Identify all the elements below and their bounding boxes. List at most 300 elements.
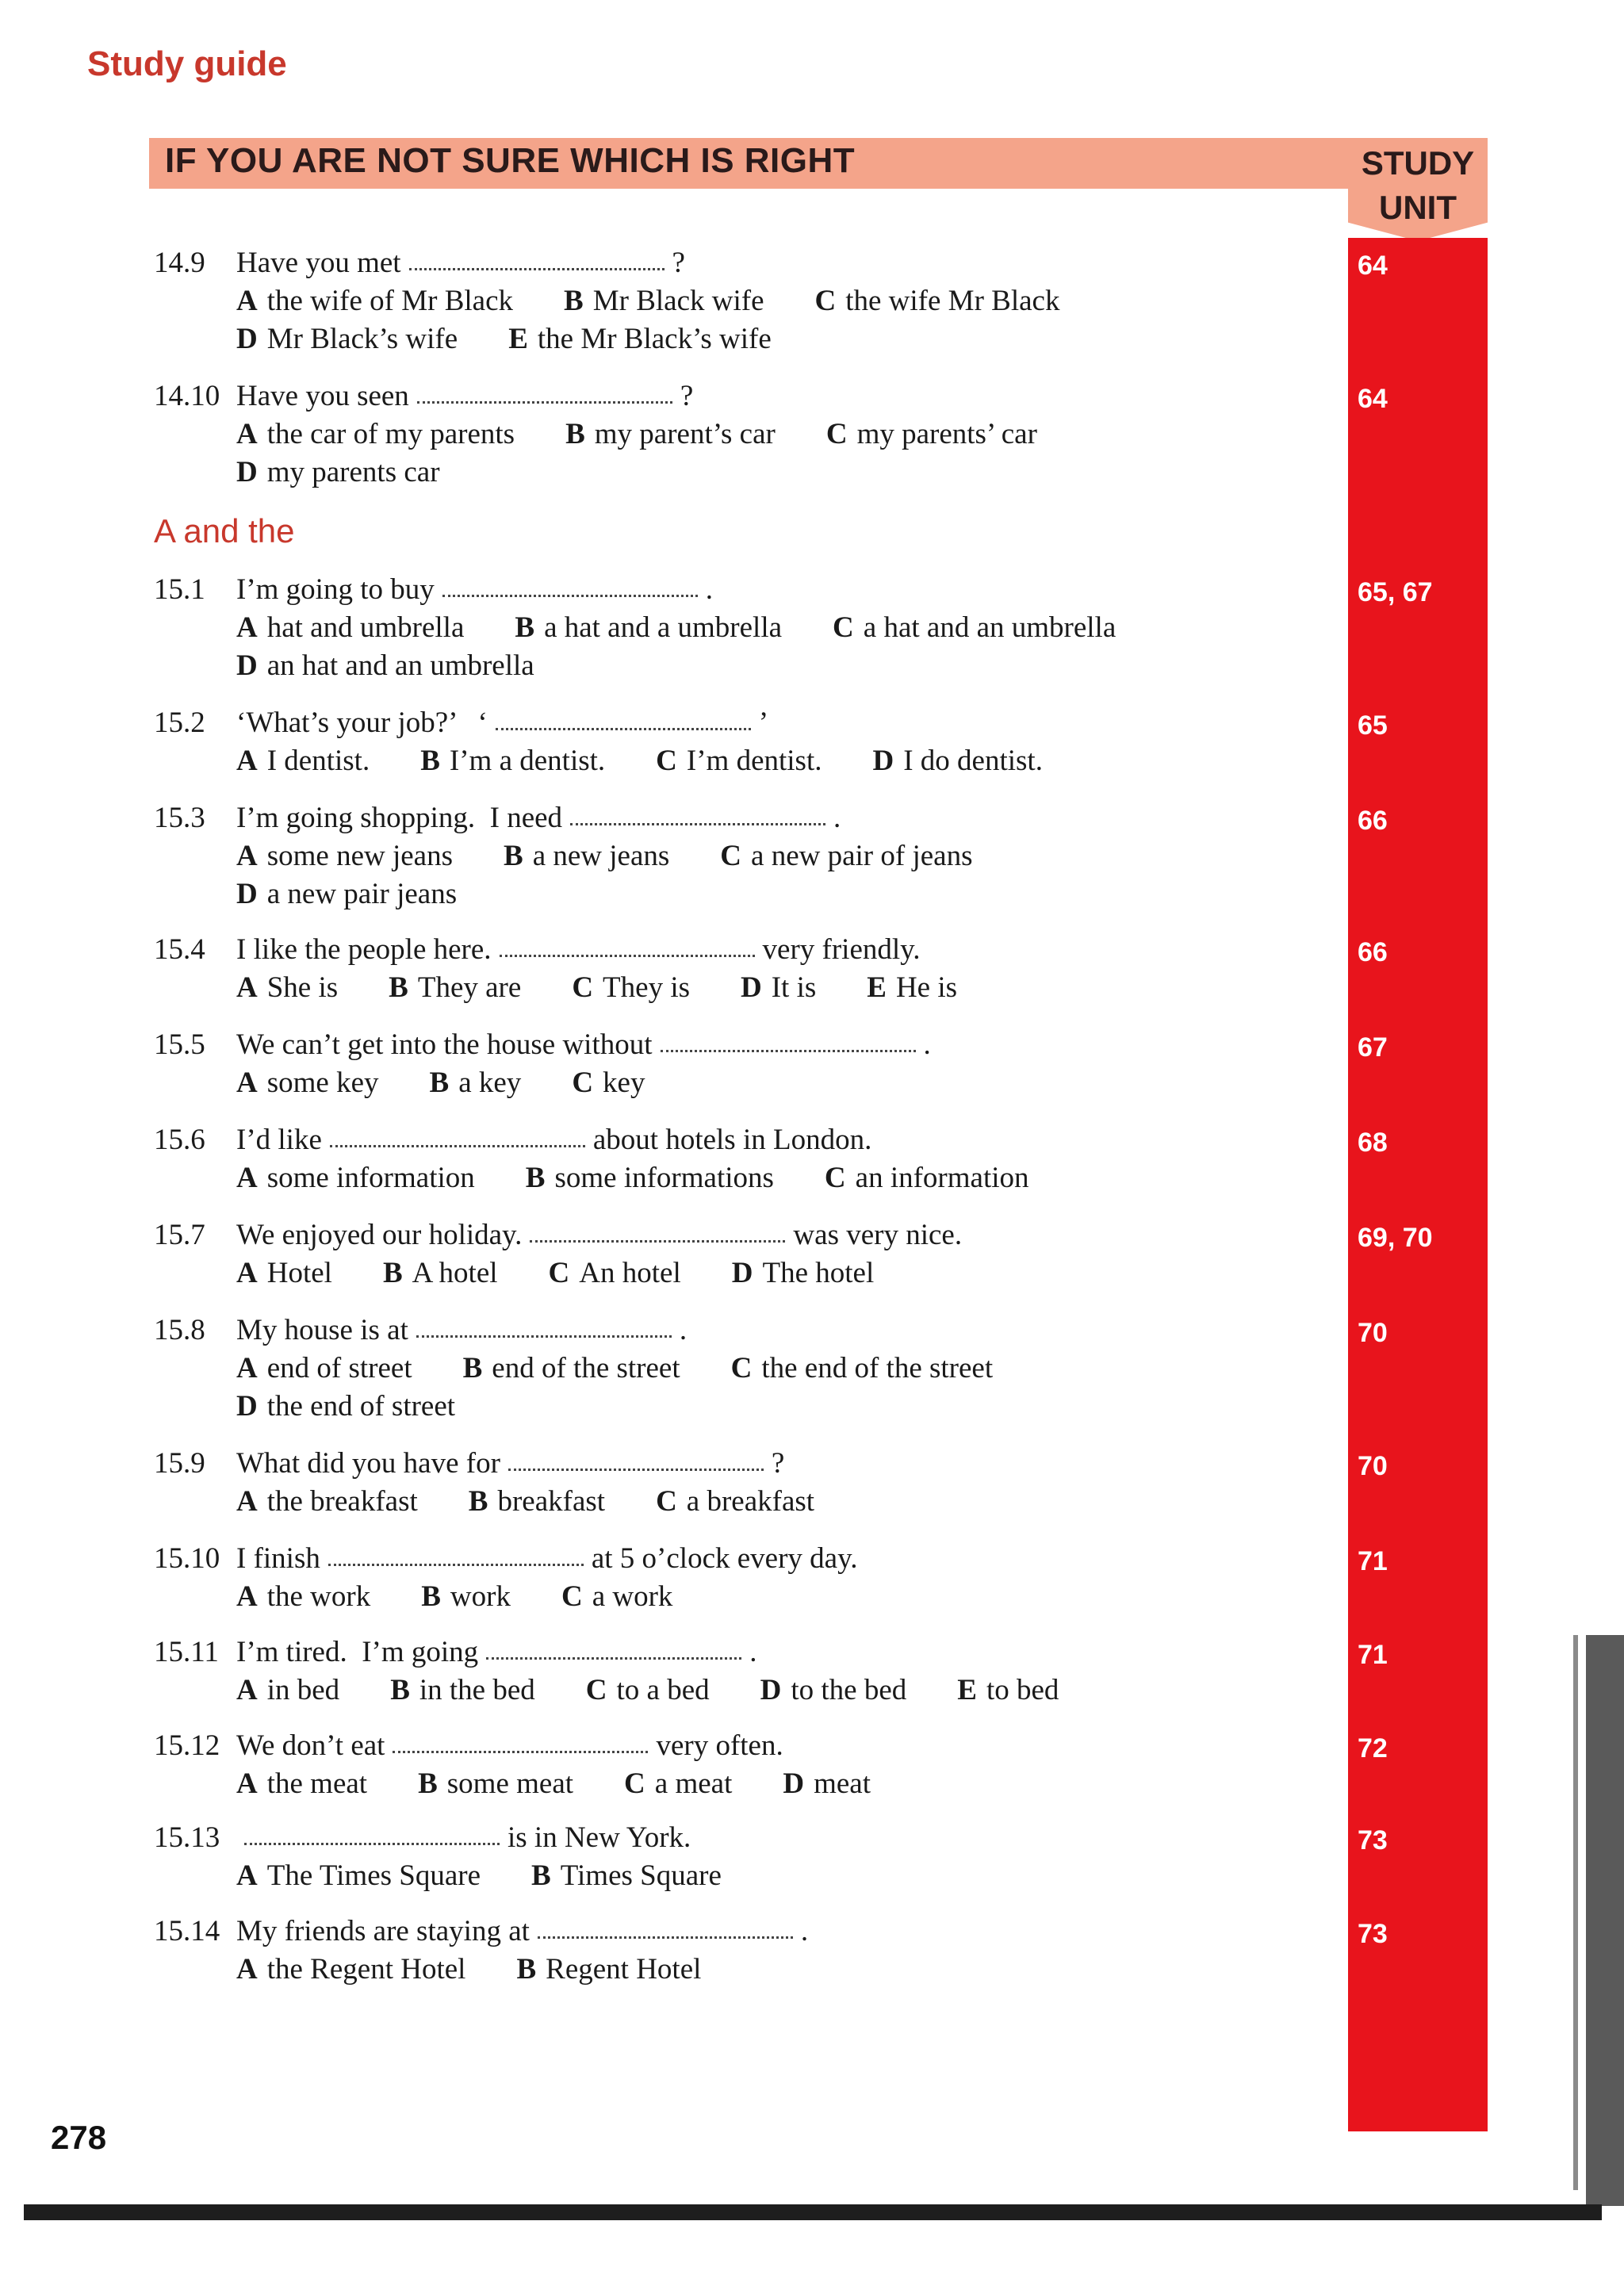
question-text (236, 1821, 691, 1855)
option-letter: B (565, 418, 585, 450)
option-letter: A (236, 418, 258, 450)
options-row (236, 322, 822, 356)
answer-option (236, 455, 440, 489)
option-text: key (603, 1066, 645, 1099)
question-text (236, 379, 693, 413)
option-letter: C (730, 1352, 753, 1384)
option-text: the work (266, 1580, 371, 1613)
answer-option (421, 1580, 511, 1614)
options-row (236, 1161, 1080, 1195)
option-text: to the bed (791, 1674, 907, 1706)
question-number: 15.2 (154, 707, 205, 739)
answer-option (236, 1256, 332, 1290)
option-text: the car of my parents (266, 418, 515, 450)
option-letter: C (720, 840, 742, 872)
option-text: the meat (266, 1767, 368, 1800)
options-row (236, 1673, 1109, 1707)
option-letter: C (824, 1162, 846, 1194)
answer-blank (570, 820, 825, 825)
answer-option (236, 1859, 481, 1893)
option-text: hat and umbrella (266, 611, 465, 644)
answer-option (572, 971, 690, 1005)
option-text: The hotel (762, 1257, 875, 1289)
question-text-before: What did you have for (236, 1447, 500, 1480)
answer-option (957, 1673, 1059, 1707)
option-text: work (450, 1580, 511, 1613)
answer-option (418, 1767, 573, 1801)
study-unit-ref: 66 (1358, 937, 1388, 967)
answer-option (873, 744, 1043, 778)
option-letter: B (515, 611, 535, 644)
option-letter: D (236, 878, 258, 910)
answer-option (236, 1580, 370, 1614)
answer-option (463, 1351, 680, 1385)
option-text: the wife Mr Black (845, 285, 1060, 317)
answer-option (236, 322, 458, 356)
question-text-before: We enjoyed our holiday. (236, 1219, 523, 1251)
option-letter: B (420, 745, 440, 777)
option-letter: E (867, 971, 887, 1004)
question-number: 15.9 (154, 1447, 205, 1480)
answer-option (236, 744, 370, 778)
option-text: my parents’ car (856, 418, 1037, 450)
question-text-before: We don’t eat (236, 1729, 385, 1762)
option-text: the breakfast (266, 1485, 418, 1518)
page-number: 278 (51, 2119, 107, 2156)
question-text-after: ’ (758, 707, 769, 739)
study-unit-ref: 71 (1358, 1546, 1388, 1576)
option-text: a hat and an umbrella (863, 611, 1116, 644)
answer-blank (409, 265, 665, 270)
options-row (236, 284, 1110, 318)
question-number: 15.3 (154, 802, 205, 834)
option-letter: A (236, 1674, 258, 1706)
bottom-rule (24, 2204, 1602, 2220)
answer-option (731, 1351, 994, 1385)
option-text: to a bed (616, 1674, 710, 1706)
option-letter: C (624, 1767, 645, 1800)
question-text-after: at 5 o’clock every day. (591, 1542, 858, 1575)
option-text: Mr Black’s wife (266, 323, 458, 355)
question-text (236, 246, 685, 280)
option-letter: A (236, 971, 258, 1004)
options-row (236, 1389, 506, 1423)
study-unit-ref: 69, 70 (1358, 1223, 1433, 1253)
answer-option (236, 1351, 412, 1385)
option-text: some key (266, 1066, 379, 1099)
options-row (236, 839, 1023, 873)
study-unit-title: STUDY UNIT (1361, 144, 1475, 226)
option-letter: C (585, 1674, 607, 1706)
option-text: I’m dentist. (686, 745, 822, 777)
answer-blank (496, 725, 751, 730)
answer-blank (393, 1748, 648, 1753)
answer-option (565, 417, 776, 451)
study-unit-ref: 64 (1358, 384, 1388, 414)
option-text: my parents car (266, 456, 440, 488)
option-text: I do dentist. (903, 745, 1043, 777)
option-letter: D (236, 323, 258, 355)
question-text-before: My house is at (236, 1314, 408, 1346)
page-edge-shadow-thin (1573, 1635, 1578, 2190)
answer-option (624, 1767, 732, 1801)
answer-option (586, 1673, 710, 1707)
answer-option (656, 1484, 814, 1518)
options-row (236, 649, 585, 683)
option-text: They are (417, 971, 522, 1004)
answer-blank (442, 592, 698, 597)
answer-option (572, 1066, 645, 1100)
option-text: a work (592, 1580, 673, 1613)
study-unit-ref: 70 (1358, 1318, 1388, 1348)
answer-blank (500, 952, 755, 957)
option-letter: C (656, 1485, 677, 1518)
answer-option (720, 839, 972, 873)
option-text: an hat and an umbrella (266, 649, 534, 682)
question-text (236, 1635, 756, 1669)
option-text: Hotel (266, 1257, 332, 1289)
option-text: Times Square (560, 1859, 722, 1892)
question-text (236, 801, 841, 835)
question-text-after: very often. (656, 1729, 783, 1762)
option-text: An hotel (579, 1257, 681, 1289)
question-text (236, 1914, 808, 1948)
option-text: The Times Square (266, 1859, 481, 1892)
option-text: Mr Black wife (592, 285, 764, 317)
options-row (236, 1859, 772, 1893)
study-unit-ref: 73 (1358, 1919, 1388, 1949)
question-text-after: was very nice. (793, 1219, 963, 1251)
answer-blank (416, 1332, 672, 1338)
question-number: 15.12 (154, 1729, 220, 1762)
page-edge-shadow (1586, 1635, 1624, 2206)
question-text-after: ? (680, 380, 694, 412)
option-text: end of the street (492, 1352, 680, 1384)
answer-option (236, 649, 534, 683)
question-text-before: I like the people here. (236, 933, 492, 966)
question-text-after: . (679, 1314, 688, 1346)
answer-option (430, 1066, 522, 1100)
option-letter: E (508, 323, 528, 355)
question-text (236, 932, 921, 967)
option-letter: B (418, 1767, 438, 1800)
answer-option (504, 839, 669, 873)
option-letter: A (236, 1859, 258, 1892)
option-text: some information (266, 1162, 475, 1194)
option-letter: B (382, 1257, 403, 1289)
question-text-before: I finish (236, 1542, 320, 1575)
option-letter: B (421, 1580, 441, 1613)
question-number: 15.11 (154, 1636, 219, 1668)
answer-option (741, 971, 816, 1005)
question-number: 14.10 (154, 380, 220, 412)
option-letter: C (548, 1257, 570, 1289)
study-unit-ref: 67 (1358, 1032, 1388, 1063)
answer-blank (530, 1237, 785, 1243)
option-text: a new jeans (532, 840, 670, 872)
options-row (236, 1767, 921, 1801)
answer-option (783, 1767, 871, 1801)
option-letter: A (236, 1352, 258, 1384)
answer-option (236, 417, 515, 451)
option-text: my parent’s car (594, 418, 776, 450)
header-label: Study guide (87, 44, 287, 83)
question-text (236, 572, 713, 607)
answer-blank (486, 1654, 741, 1660)
answer-option (236, 839, 453, 873)
answer-option (236, 1066, 379, 1100)
option-text: They is (603, 971, 690, 1004)
answer-option (236, 1673, 339, 1707)
question-number: 14.9 (154, 247, 205, 279)
answer-option (564, 284, 764, 318)
option-letter: A (236, 1767, 258, 1800)
options-row (236, 1952, 752, 1986)
option-letter: C (833, 611, 854, 644)
question-text-after: is in New York. (508, 1821, 691, 1854)
question-number: 15.6 (154, 1124, 205, 1156)
option-text: some meat (446, 1767, 574, 1800)
answer-option (656, 744, 822, 778)
option-letter: A (236, 1257, 258, 1289)
question-text-after: . (833, 802, 841, 834)
option-text: the end of the street (761, 1352, 994, 1384)
answer-option (561, 1580, 672, 1614)
study-unit-ref: 68 (1358, 1128, 1388, 1158)
study-unit-ref: 72 (1358, 1733, 1388, 1763)
option-text: the wife of Mr Black (266, 285, 514, 317)
section-heading: A and the (154, 512, 295, 550)
answer-option (389, 971, 521, 1005)
answer-blank (538, 1933, 793, 1939)
question-number: 15.8 (154, 1314, 205, 1346)
option-letter: B (429, 1066, 450, 1099)
question-number: 15.1 (154, 573, 205, 606)
question-text-before: ‘What’s your job?’ ‘ (236, 707, 488, 739)
options-row (236, 417, 1088, 451)
option-text: Regent Hotel (546, 1953, 702, 1986)
question-text-before: I’m going to buy (236, 573, 435, 606)
options-row (236, 744, 1094, 778)
answer-option (236, 877, 457, 911)
answer-option (236, 1161, 475, 1195)
answer-option (390, 1673, 535, 1707)
option-letter: A (236, 840, 258, 872)
answer-option (826, 417, 1037, 451)
answer-blank (244, 1840, 500, 1845)
answer-option (825, 1161, 1029, 1195)
option-letter: A (236, 745, 258, 777)
question-text-before: My friends are staying at (236, 1915, 530, 1947)
options-row (236, 1580, 723, 1614)
option-text: a key (458, 1066, 522, 1099)
option-letter: D (760, 1674, 782, 1706)
option-text: She is (266, 971, 339, 1004)
option-letter: D (731, 1257, 753, 1289)
options-row (236, 971, 1008, 1005)
question-text (236, 1313, 687, 1347)
answer-option (732, 1256, 875, 1290)
question-text (236, 1218, 962, 1252)
question-number: 15.7 (154, 1219, 205, 1251)
option-text: I’m a dentist. (449, 745, 606, 777)
answer-option (516, 1952, 701, 1986)
options-row (236, 611, 1166, 645)
option-text: in the bed (419, 1674, 535, 1706)
question-text-before: I’d like (236, 1124, 322, 1156)
question-text-before: We can’t get into the house without (236, 1028, 653, 1061)
option-letter: C (656, 745, 677, 777)
option-text: in bed (266, 1674, 340, 1706)
question-text-after: about hotels in London. (592, 1124, 872, 1156)
option-text: a new pair of jeans (751, 840, 973, 872)
option-text: the Mr Black’s wife (537, 323, 772, 355)
option-letter: D (783, 1767, 805, 1800)
option-letter: C (572, 971, 594, 1004)
answer-option (867, 971, 957, 1005)
question-text (236, 706, 768, 740)
option-letter: C (561, 1580, 583, 1613)
options-row (236, 455, 491, 489)
question-text-after: very friendly. (762, 933, 921, 966)
option-letter: B (531, 1859, 551, 1892)
answer-option (531, 1859, 722, 1893)
option-text: A hotel (412, 1257, 498, 1289)
answer-option (236, 1484, 418, 1518)
option-text: an information (855, 1162, 1029, 1194)
question-text-after: . (800, 1915, 809, 1947)
answer-option (236, 1389, 455, 1423)
question-text (236, 1123, 871, 1157)
option-letter: B (525, 1162, 546, 1194)
answer-blank (508, 1465, 764, 1471)
question-text-before: I’m tired. I’m going (236, 1636, 479, 1668)
answer-option (833, 611, 1116, 645)
answer-option (526, 1161, 774, 1195)
option-text: It is (771, 971, 817, 1004)
question-text-after: . (749, 1636, 757, 1668)
option-letter: C (825, 418, 848, 450)
question-text (236, 1541, 857, 1576)
answer-option (420, 744, 605, 778)
study-unit-ref: 65 (1358, 710, 1388, 741)
question-text-after: ? (771, 1447, 785, 1480)
question-number: 15.5 (154, 1028, 205, 1061)
option-letter: E (957, 1674, 977, 1706)
question-number: 15.14 (154, 1915, 220, 1947)
question-text (236, 1028, 931, 1062)
options-row (236, 877, 508, 911)
answer-option (760, 1673, 907, 1707)
study-unit-ref: 71 (1358, 1640, 1388, 1670)
option-text: I dentist. (266, 745, 370, 777)
question-number: 15.13 (154, 1821, 220, 1854)
option-letter: B (504, 840, 523, 872)
option-text: He is (895, 971, 958, 1004)
option-letter: C (814, 285, 837, 317)
answer-blank (417, 398, 672, 404)
question-text-after: . (923, 1028, 931, 1061)
option-letter: A (236, 1580, 258, 1613)
question-text-before: I’m going shopping. I need (236, 802, 563, 834)
study-unit-ref: 66 (1358, 806, 1388, 836)
option-letter: A (236, 285, 258, 317)
answer-blank (661, 1047, 916, 1052)
study-unit-ref: 64 (1358, 251, 1388, 281)
study-unit-ref: 73 (1358, 1825, 1388, 1855)
banner-title: IF YOU ARE NOT SURE WHICH IS RIGHT (165, 141, 856, 180)
answer-option (236, 284, 513, 318)
question-number: 15.10 (154, 1542, 220, 1575)
option-letter: A (236, 1066, 258, 1099)
question-text-before: Have you met (236, 247, 401, 279)
option-letter: D (872, 745, 894, 777)
option-text: end of street (266, 1352, 412, 1384)
option-letter: A (236, 1953, 258, 1986)
answer-option (508, 322, 772, 356)
option-text: a meat (654, 1767, 733, 1800)
option-text: the end of street (266, 1390, 456, 1423)
option-text: some informations (554, 1162, 774, 1194)
answer-blank (328, 1560, 584, 1566)
option-letter: B (390, 1674, 410, 1706)
study-unit-ref: 70 (1358, 1451, 1388, 1481)
options-row (236, 1066, 695, 1100)
study-unit-ref: 65, 67 (1358, 577, 1433, 607)
option-letter: A (236, 1162, 258, 1194)
answer-option (236, 1767, 367, 1801)
option-letter: B (516, 1953, 537, 1986)
option-letter: B (462, 1352, 483, 1384)
answer-option (549, 1256, 681, 1290)
option-letter: D (236, 1390, 258, 1423)
option-text: meat (814, 1767, 871, 1800)
option-letter: A (236, 1485, 258, 1518)
option-text: a new pair jeans (266, 878, 458, 910)
options-row (236, 1256, 925, 1290)
option-letter: D (741, 971, 762, 1004)
option-text: the Regent Hotel (266, 1953, 466, 1986)
question-text-after: ? (672, 247, 685, 279)
answer-option (236, 1952, 465, 1986)
option-text: a hat and a umbrella (544, 611, 783, 644)
option-letter: A (236, 611, 258, 644)
answer-option (469, 1484, 605, 1518)
answer-blank (330, 1142, 585, 1147)
question-text-after: . (705, 573, 713, 606)
options-row (236, 1351, 1044, 1385)
question-text-before: Have you seen (236, 380, 409, 412)
answer-option (236, 971, 338, 1005)
option-text: a breakfast (686, 1485, 815, 1518)
options-row (236, 1484, 865, 1518)
question-text (236, 1729, 783, 1763)
option-letter: D (236, 456, 258, 488)
answer-option (236, 611, 464, 645)
option-letter: B (564, 285, 584, 317)
option-text: breakfast (497, 1485, 606, 1518)
option-letter: B (389, 971, 408, 1004)
answer-option (815, 284, 1060, 318)
answer-option (515, 611, 782, 645)
option-letter: B (468, 1485, 488, 1518)
option-letter: C (572, 1066, 594, 1099)
option-letter: D (236, 649, 258, 682)
option-text: some new jeans (266, 840, 454, 872)
answer-option (383, 1256, 498, 1290)
question-number: 15.4 (154, 933, 205, 966)
option-text: to bed (986, 1674, 1059, 1706)
